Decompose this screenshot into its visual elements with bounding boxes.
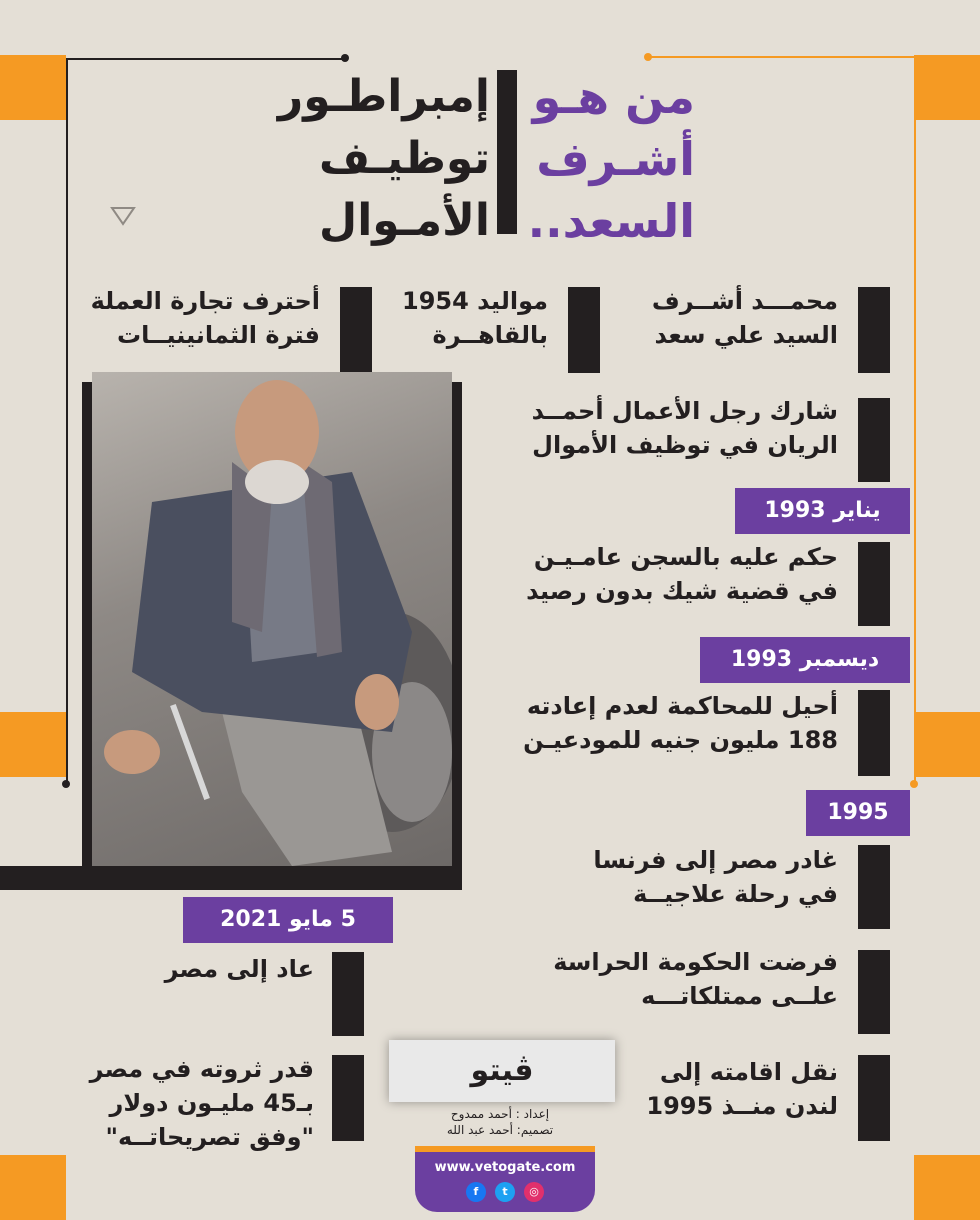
header-divider [497, 70, 517, 234]
fact-left-egypt [593, 843, 838, 911]
instagram-icon[interactable]: ◎ [524, 1182, 544, 1202]
veto-logo [389, 1040, 615, 1102]
fact-left-egypt-line-2: في رحلة علاجيــة [633, 880, 838, 908]
header-right-title [525, 66, 695, 252]
fact-bar-sentence [858, 542, 890, 626]
fact-bar-partner [858, 398, 890, 482]
frame-dot-bottom-left [62, 780, 70, 788]
fact-trial-line-1: أحيل للمحاكمة لعدم إعادته [526, 692, 838, 720]
fact-birth-line-2: بالقاهــرة [432, 321, 548, 349]
fact-left-egypt-line-1: غادر مصر إلى فرنسا [593, 846, 838, 874]
twitter-icon[interactable]: t [495, 1182, 515, 1202]
fact-bar-trial [858, 690, 890, 776]
title-line-3: السعد.. [527, 194, 695, 248]
fact-bar-birth [568, 287, 600, 373]
subtitle-line-3: الأمـوال [319, 195, 490, 246]
decor-orange-block-ml [0, 712, 66, 777]
fact-name-line-2: السيد علي سعد [654, 321, 838, 349]
fact-wealth [90, 1052, 314, 1154]
fact-partner-line-1: شارك رجل الأعمال أحمــد [531, 397, 838, 425]
portrait-illustration [92, 372, 452, 866]
frame-dot-top-right [644, 53, 652, 61]
decor-orange-block-bl [0, 1155, 66, 1220]
fact-bar-returned [332, 952, 364, 1036]
portrait-photo [92, 372, 452, 866]
fact-bar-career [340, 287, 372, 373]
subtitle-line-2: توظيـف [319, 133, 490, 184]
fact-partner-line-2: الريان في توظيف الأموال [532, 431, 838, 459]
frame-line-top-left [66, 58, 346, 60]
footer-panel [415, 1152, 595, 1212]
subtitle-line-1: إمبراطـور [277, 71, 490, 122]
decor-orange-block-tl [0, 55, 66, 120]
fact-guard-line-1: فرضت الحكومة الحراسة [553, 948, 838, 976]
decor-orange-block-br [914, 1155, 980, 1220]
website-link[interactable]: www.vetogate.com [434, 1160, 576, 1175]
fact-partner [532, 394, 838, 462]
decor-orange-block-mr [914, 712, 980, 777]
credits [400, 1106, 600, 1138]
decor-orange-block-tr [914, 55, 980, 120]
fact-london-line-2: لندن منــذ 1995 [646, 1092, 838, 1120]
frame-line-right [914, 56, 916, 784]
header-left-title [270, 66, 490, 252]
year-tag-1995: 1995 [806, 790, 910, 836]
fact-london [646, 1055, 838, 1123]
fact-career-line-2: فترة الثمانينيــات [116, 321, 320, 349]
fact-bar-guard [858, 950, 890, 1034]
credit-designed-by: تصميم: أحمد عبد الله [446, 1123, 554, 1137]
fact-trial-line-2: 188 مليون جنيه للمودعيـن [523, 726, 838, 754]
fact-sentence [526, 540, 838, 608]
fact-career-line-1: أحترف تجارة العملة [90, 287, 320, 315]
fact-bar-name [858, 287, 890, 373]
year-tag-jan-1993: يناير 1993 [735, 488, 910, 534]
fact-returned [165, 952, 314, 986]
fact-name-line-1: محمـــد أشــرف [651, 287, 838, 315]
year-tag-dec-1993: ديسمبر 1993 [700, 637, 910, 683]
fact-london-line-1: نقل اقامته إلى [659, 1058, 838, 1086]
fact-guard-line-2: علــى ممتلكاتـــه [641, 982, 838, 1010]
frame-line-left [66, 58, 68, 784]
triangle-icon [110, 206, 136, 230]
frame-line-top-right [650, 56, 916, 58]
fact-name [652, 284, 838, 352]
fact-bar-wealth [332, 1055, 364, 1141]
fact-bar-london [858, 1055, 890, 1141]
frame-dot-bottom-right [910, 780, 918, 788]
fact-returned-line-1: عاد إلى مصر [164, 955, 314, 983]
frame-dot-top-left [341, 54, 349, 62]
fact-career [91, 284, 320, 352]
fact-trial [523, 689, 838, 757]
fact-wealth-line-3: "وفق تصريحاتــه" [105, 1123, 314, 1151]
title-line-1: من هـو [532, 70, 695, 124]
social-icons [415, 1180, 595, 1202]
fact-birth-line-1: مواليد 1954 [402, 287, 548, 315]
credit-prepared-by: إعداد : أحمد ممدوح [450, 1107, 550, 1121]
fact-wealth-line-1: قدر ثروته في مصر [89, 1055, 314, 1083]
fact-wealth-line-2: بـ45 مليـون دولار [109, 1089, 314, 1117]
photo-base-bar [0, 866, 462, 890]
fact-sentence-line-1: حكم عليه بالسجن عامـيـن [533, 543, 838, 571]
fact-sentence-line-2: في قضية شيك بدون رصيد [526, 577, 838, 605]
veto-logo-text: ڤيتو [470, 1053, 534, 1088]
fact-bar-left-egypt [858, 845, 890, 929]
fact-guard [553, 945, 838, 1013]
fact-birth [402, 284, 548, 352]
facebook-icon[interactable]: f [466, 1182, 486, 1202]
title-line-2: أشـرف [536, 132, 695, 186]
year-tag-may-2021: 5 مايو 2021 [183, 897, 393, 943]
